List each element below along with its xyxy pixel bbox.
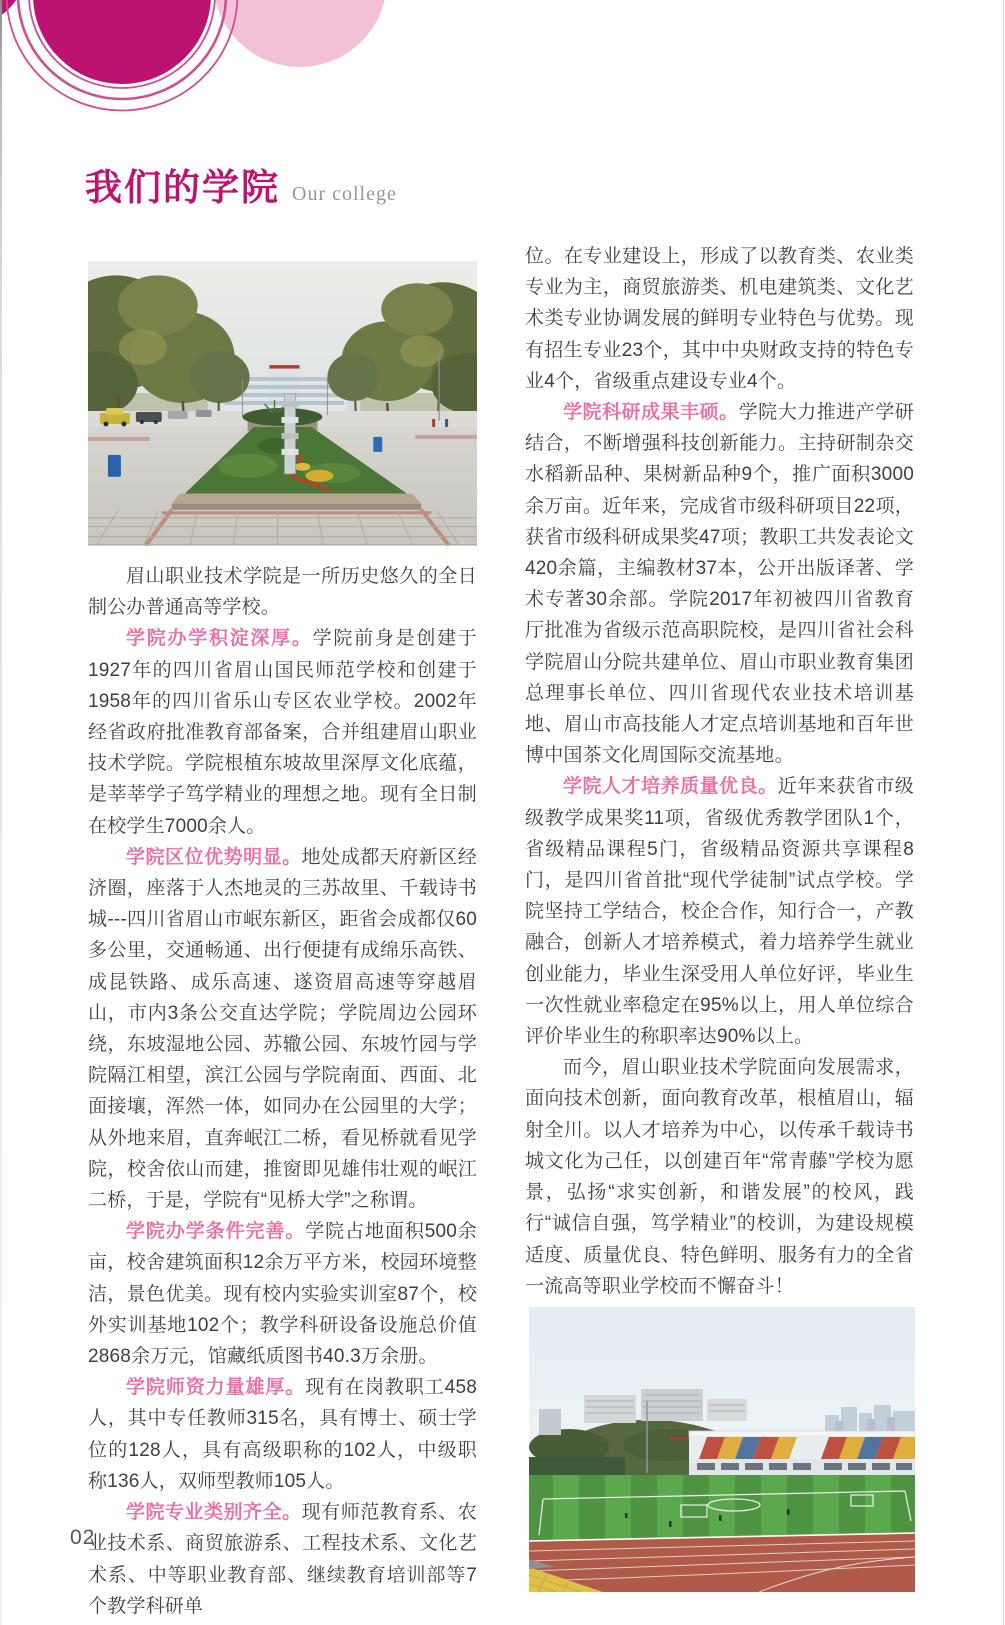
page-right-edge (1003, 0, 1004, 1625)
paragraph: 学院办学条件完善。学院占地面积500余亩，校舍建筑面积12余万平方米，校园环境整洁，景色优美。现有校内实验实训室87个，校外实训基地102个；教学科研设备设施总价值2868余万元，馆藏纸质图书40.3万余册。 (88, 1221, 477, 1368)
paragraph-lead: 学院专业类别齐全。 (126, 1502, 302, 1524)
paragraph: 学院师资力量雄厚。现有在岗教职工458人，其中专任教师315名，具有博士、硕士学位的128人，具有高级职称的102人，中级职称136人，双师型教师105人。 (88, 1377, 477, 1492)
right-column (525, 241, 914, 1592)
left-column-text (88, 561, 477, 1622)
paragraph: 位。在专业建设上，形成了以教育类、农业类专业为主，商贸旅游类、机电建筑类、文化艺术类专业协调发展的鲜明专业特色与优势。现有招生专业23个，其中中央财政支持的特色专业4个，省级重点建设专业4个。 (525, 246, 914, 392)
stadium-photo (529, 1307, 915, 1592)
page-number: 02 (70, 1526, 96, 1549)
paragraph-lead: 学院办学条件完善。 (126, 1221, 306, 1243)
paragraph: 学院科研成果丰硕。学院大力推进产学研结合，不断增强科技创新能力。主持研制杂交水稻新品种、果树新品种9个，推广面积3000余万亩。近年来，完成省市级科研项目22项，获省市级科研成果奖47项；教职工共发表论文420余篇，主编教材37本，公开出版译著、学术专著30余部。学院2017年初被四川省教育厅批准为省级示范高职院校，是四川省社会科学院眉山分院共建单位、眉山市职业教育集团总理事长单位、四川省现代农业技术培训基地、眉山市高技能人才定点培训基地和百年世博中国茶文化周国际交流基地。 (525, 402, 914, 767)
paragraph-lead: 学院办学积淀深厚。 (126, 628, 313, 650)
paragraph: 学院区位优势明显。地处成都天府新区经济圈，座落于人杰地灵的三苏故里、千载诗书城---四川省眉山市岷东新区，距省会成都仅60多公里，交通畅通、出行便捷有成绵乐高铁、成昆铁路、成乐高速、遂资眉高速等穿越眉山，市内3条公交直达学院；学院周边公园环绕，东坡湿地公园、苏辙公园、东坡竹园与学院隔江相望，滨江公园与学院南面、西面、北面接壤，浑然一体，如同办在公园里的大学；从外地来眉，直奔岷江二桥，看见桥就看见学院，校舍依山而建，推窗即见雄伟壮观的岷江二桥，于是，学院有“见桥大学”之称谓。 (88, 846, 477, 1212)
paragraph: 而今，眉山职业技术学院面向发展需求，面向技术创新，面向教育改革，根植眉山，辐射全川。以人才培养为中心，以传承千载诗书城文化为己任，以创建百年“常青藤”学校为愿景，弘扬“求实创新，和谐发展”的校风，践行“诚信自强，笃学精业”的校训，为建设规模适度、质量优良、特色鲜明、服务有力的全省一流高等职业学校而不懈奋斗！ (525, 1057, 914, 1297)
paragraph-lead: 学院师资力量雄厚。 (126, 1377, 306, 1399)
campus-entrance-photo (88, 261, 477, 546)
right-column-text (525, 241, 914, 1302)
page-title-cn: 我们的学院 (85, 167, 280, 208)
page-title (85, 166, 397, 210)
paragraph-lead: 学院科研成果丰硕。 (563, 402, 739, 424)
paragraph-lead: 学院区位优势明显。 (126, 846, 302, 868)
paragraph: 学院人才培养质量优良。近年来获省市级级教学成果奖11项，省级优秀教学团队1个，省级精品课程5门，省级精品资源共享课程8门，是四川省首批“现代学徒制”试点学校。学院坚持工学结合，校企合作，知行合一，产教融合，创新人才培养模式，着力培养学生就业创业能力，毕业生深受用人单位好评，毕业生一次性就业率稳定在95%以上，用人单位综合评价毕业生的称职率达90%以上。 (525, 776, 915, 1048)
page-left-edge (0, 0, 2, 1625)
header-circles-decoration (0, 0, 430, 150)
paragraph: 学院办学积淀深厚。学院前身是创建于1927年的四川省眉山国民师范学校和创建于1958年的四川省乐山专区农业学校。2002年经省政府批准教育部备案，合并组建眉山职业技术学院。学院根植东坡故里深厚文化底蕴，是莘莘学子笃学精业的理想之地。现有全日制在校学生7000余人。 (88, 628, 477, 837)
page-title-en: Our college (292, 183, 397, 206)
paragraph: 学院专业类别齐全。现有师范教育系、农业技术系、商贸旅游系、工程技术系、文化艺术系、中等职业教育部、继续教育培训部等7个教学科研单 (88, 1502, 477, 1617)
paragraph: 眉山职业技术学院是一所历史悠久的全日制公办普通高等学校。 (88, 566, 477, 619)
left-column (88, 261, 477, 1622)
paragraph-lead: 学院人才培养质量优良。 (563, 776, 778, 798)
